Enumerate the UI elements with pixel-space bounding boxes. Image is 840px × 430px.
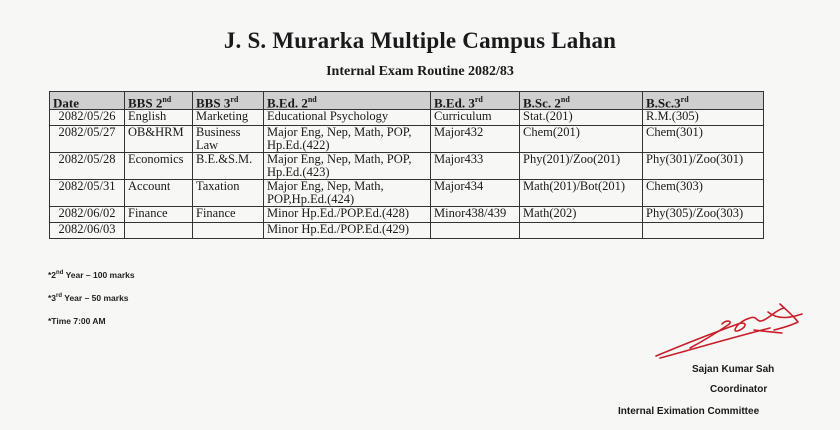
col-header-bsc-3rd: B.Sc.3rd — [643, 92, 764, 110]
col-header-date: Date — [50, 92, 125, 110]
note-second-year: *2nd Year – 100 marks — [48, 270, 135, 280]
cell-bbs-3rd: B.E.&S.M. — [193, 153, 264, 180]
table-row — [50, 153, 764, 180]
cell-bbs-2nd: OB&HRM — [125, 126, 193, 153]
cell-bed-3rd — [431, 223, 520, 239]
cell-bsc-3rd: Chem(303) — [643, 180, 764, 207]
table-row — [50, 180, 764, 207]
cell-date: 2082/05/26 — [50, 110, 125, 126]
cell-date: 2082/05/27 — [50, 126, 125, 153]
campus-title: J. S. Murarka Multiple Campus Lahan — [223, 28, 617, 53]
cell-bed-3rd: Major432 — [431, 126, 520, 153]
cell-bed-3rd: Major433 — [431, 153, 520, 180]
exam-routine-table — [49, 91, 764, 239]
cell-bbs-3rd: Finance — [193, 207, 264, 223]
cell-bbs-2nd: English — [125, 110, 193, 126]
note-third-year: *3rd Year – 50 marks — [48, 293, 129, 303]
cell-bbs-3rd: Business Law — [193, 126, 264, 153]
cell-bsc-3rd: Phy(301)/Zoo(301) — [643, 153, 764, 180]
cell-bsc-2nd — [520, 223, 643, 239]
table-row — [50, 207, 764, 223]
table-row — [50, 223, 764, 239]
cell-date: 2082/05/28 — [50, 153, 125, 180]
cell-date: 2082/06/02 — [50, 207, 125, 223]
committee-name: Internal Eximation Committee — [618, 406, 760, 417]
cell-bsc-2nd: Stat.(201) — [520, 110, 643, 126]
routine-subtitle: Internal Exam Routine 2082/83 — [326, 64, 514, 79]
cell-bsc-2nd: Math(202) — [520, 207, 643, 223]
cell-bbs-3rd — [193, 223, 264, 239]
cell-bsc-2nd: Math(201)/Bot(201) — [520, 180, 643, 207]
cell-bsc-3rd: R.M.(305) — [643, 110, 764, 126]
col-header-bsc-2nd: B.Sc. 2nd — [520, 92, 643, 110]
col-header-bbs-2nd: BBS 2nd — [125, 92, 193, 110]
col-header-bbs-3rd: BBS 3rd — [193, 92, 264, 110]
cell-bsc-3rd — [643, 223, 764, 239]
cell-bed-2nd: Major Eng, Nep, Math, POP,Hp.Ed.(424) — [264, 180, 431, 207]
cell-bsc-3rd: Phy(305)/Zoo(303) — [643, 207, 764, 223]
cell-bbs-3rd: Marketing — [193, 110, 264, 126]
cell-bsc-2nd: Phy(201)/Zoo(201) — [520, 153, 643, 180]
signatory-role: Coordinator — [710, 384, 768, 395]
cell-date: 2082/06/03 — [50, 223, 125, 239]
handwritten-signature — [650, 300, 815, 362]
cell-bed-3rd: Minor438/439 — [431, 207, 520, 223]
cell-bbs-2nd: Economics — [125, 153, 193, 180]
col-header-bed-2nd: B.Ed. 2nd — [264, 92, 431, 110]
cell-bbs-3rd: Taxation — [193, 180, 264, 207]
cell-bsc-3rd: Chem(301) — [643, 126, 764, 153]
cell-bbs-2nd: Finance — [125, 207, 193, 223]
signature-block — [560, 300, 830, 425]
cell-bed-2nd: Minor Hp.Ed./POP.Ed.(429) — [264, 223, 431, 239]
cell-bed-2nd: Minor Hp.Ed./POP.Ed.(428) — [264, 207, 431, 223]
note-time: *Time 7:00 AM — [48, 316, 106, 326]
cell-bed-3rd: Curriculum — [431, 110, 520, 126]
signatory-name: Sajan Kumar Sah — [692, 364, 775, 375]
cell-date: 2082/05/31 — [50, 180, 125, 207]
table-header-row — [50, 92, 764, 110]
cell-bed-2nd: Major Eng, Nep, Math, POP, Hp.Ed.(422) — [264, 126, 431, 153]
cell-bbs-2nd: Account — [125, 180, 193, 207]
cell-bed-2nd: Educational Psychology — [264, 110, 431, 126]
col-header-bed-3rd: B.Ed. 3rd — [431, 92, 520, 110]
table-row — [50, 126, 764, 153]
cell-bed-3rd: Major434 — [431, 180, 520, 207]
cell-bbs-2nd — [125, 223, 193, 239]
cell-bed-2nd: Major Eng, Nep, Math, POP, Hp.Ed.(423) — [264, 153, 431, 180]
cell-bsc-2nd: Chem(201) — [520, 126, 643, 153]
table-row — [50, 110, 764, 126]
